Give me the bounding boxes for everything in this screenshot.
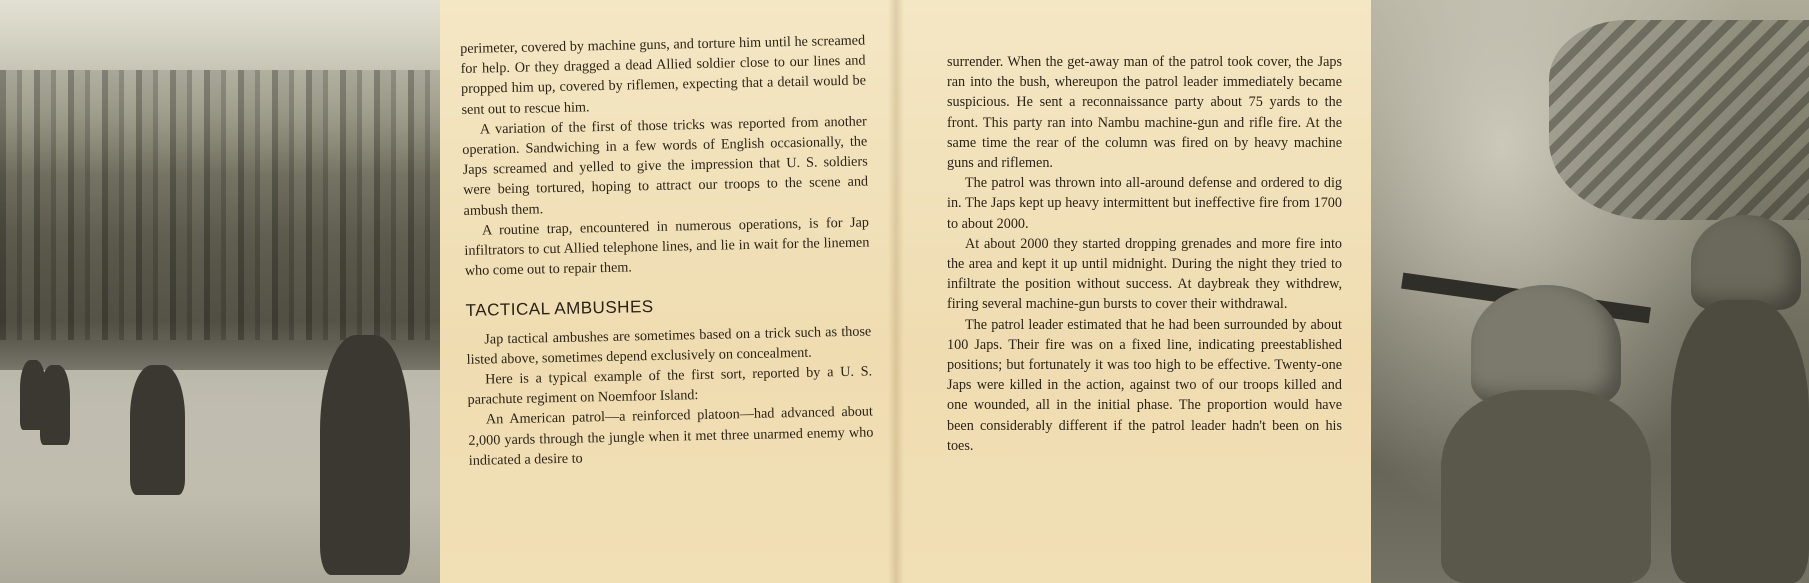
soldier-figure <box>1671 300 1809 583</box>
left-text-column <box>460 31 874 471</box>
paragraph: The patrol leader estimated that he had been surrounded by about 100 Japs. Their fire was on a fixed line, indicating preestablished positions; but fortunately it was too high to be effective. Twenty-one Japs were killed in the action, against two of our troops killed and one wounded, all in the initial phase. The proportion would have been considerably different if the patrol leader hadn't been on his toes. <box>947 316 1342 454</box>
soldier-figure <box>320 335 410 575</box>
machine-gun-crew-photo <box>1371 0 1809 583</box>
paragraph: Here is a typical example of the first sort, reported by a U. S. parachute regiment on Noemfoor Island: <box>467 363 873 409</box>
jungle-river-photo <box>0 0 440 583</box>
jungle-trees <box>0 70 440 340</box>
soldier-helmet <box>1471 285 1621 405</box>
paragraph: A routine trap, encountered in numerous operations, is for Jap infiltrators to cut Allied telephone lines, and lie in wait for the linemen who come out to repair them. <box>464 214 870 280</box>
soldier-figure <box>1441 390 1651 583</box>
paragraph: perimeter, covered by machine guns, and torture him until he screamed for help. Or they dragged a dead Allied soldier close to our lines and propped him up, covered by riflemen, expecting that a detail would be sent out to rescue him. <box>460 32 867 118</box>
paragraph: An American patrol—a reinforced platoon—had advanced about 2,000 yards through the jungle when it met three unarmed enemy who indicated a desire to <box>468 403 874 469</box>
soldier-figure <box>130 365 185 495</box>
soldier-figure <box>40 365 70 445</box>
paragraph: Jap tactical ambushes are sometimes based on a trick such as those listed above, sometimes depend exclusively on concealment. <box>466 323 872 368</box>
foliage <box>1549 20 1809 220</box>
soldier-helmet <box>1691 215 1801 310</box>
paragraph: The patrol was thrown into all-around defense and ordered to dig in. The Japs kept up heavy intermittent but ineffective fire from 1700 to about 2000. <box>947 175 1342 232</box>
paragraph: At about 2000 they started dropping grenades and more fire into the area and kept it up until midnight. During the night they tried to infiltrate the position without success. At daybreak they withdrew, firing several machine-gun bursts to cover their withdrawal. <box>947 235 1342 313</box>
page-gutter <box>888 0 904 583</box>
paragraph: A variation of the first of those tricks was reported from another operation. Sandwiching in a few words of English occasionally, the Japs screamed and yelled to give the impression that U. S. soldiers were being tortured, hoping to attract our troops to the scene and ambush them. <box>462 113 869 219</box>
right-text-column <box>947 52 1342 456</box>
paragraph: surrender. When the get-away man of the patrol took cover, the Japs ran into the bush, whereupon the patrol leader immediately became suspicious. He sent a reconnaissance party about 75 yards to the front. This party ran into Nambu machine-gun and rifle fire. At the same time the rear of the column was fired on by heavy machine guns and riflemen. <box>947 54 1342 172</box>
section-heading: TACTICAL AMBUSHES <box>465 297 654 321</box>
